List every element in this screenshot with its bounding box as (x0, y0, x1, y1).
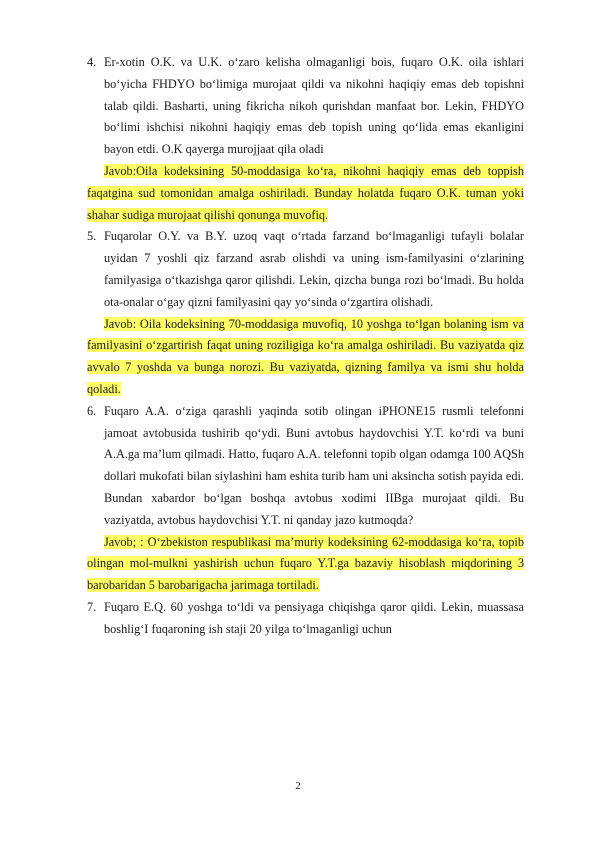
question-number: 6. (87, 403, 97, 418)
watermark-mark (39, 136, 93, 190)
answer-text: Javob; : O‘zbekiston respublikasi ma’muriy kodeksining 62-moddasiga ko‘ra, topib olingan mol-mulkni yashirish uchun fuqaro Y.T.ga bazaviy hisoblash miqdorining 3 barobaridan 5 barobarigacha jarimaga tortiladi. (87, 534, 524, 593)
question-text: Fuqarolar O.Y. va B.Y. uzoq vaqt o‘rtada farzand bo‘lmaganligi tufayli bolalar uyidan 7 yoshli qiz farzand asrab olishdi va uning ism-familyasini o‘zlarining familyasiga o‘tkazishga qaror qilishdi. Lekin, qizcha bunga rozi bo‘lmadi. Bu holda ota-onalar o‘gay qizni familyasini qay yo‘sinda o‘zgartira olishadi. (104, 229, 524, 309)
question-number: 5. (87, 229, 97, 244)
document-body (87, 52, 524, 641)
question-item (87, 226, 524, 313)
question-item (87, 597, 524, 641)
question-item (87, 401, 524, 532)
question-text: Fuqaro A.A. o‘ziga qarashli yaqinda sotib olingan iPHONE15 rusmli telefonni jamoat avtobusida tushirib qo‘ydi. Buni avtobus haydovchisi Y.T. ko‘rdi va buni A.A.ga ma’lum qilmadi. Hatto, fuqaro A.A. telefonni topib olgan odamga 100 AQSh dollari mukofati bilan siylashini ham eshita turib ham uni aksincha sotish payida edi. Bundan xabardor bo‘lgan boshqa avtobus xodimi IIBga murojaat qildi. Bu vaziyatda, avtobus haydovchisi Y.T. ni qanday jazo kutmoqda? (104, 403, 524, 527)
question-text: Er-xotin O.K. va U.K. o‘zaro kelisha olmaganligi bois, fuqaro O.K. oila ishlari bo‘yicha FHDYO bo‘limiga murojaat qildi va nikohni haqiqiy emas deb topishni talab qildi. Basharti, uning fikricha nikoh qurishdan manfaat bor. Lekin, FHDYO bo‘limi ishchisi nikohni haqiqiy emas deb topish uning qo‘lida emas ekanligini bayon etdi. O.K qayerga murojjaat qila oladi (104, 55, 524, 157)
answer-block (87, 532, 524, 597)
question-text: Fuqaro E.Q. 60 yoshga to‘ldi va pensiyaga chiqishga qaror qildi. Lekin, muassasa boshlig‘I fuqaroning ish staji 20 yilga to‘lmaganligi uchun (104, 599, 524, 636)
question-item (87, 52, 524, 161)
question-number: 4. (87, 55, 97, 69)
question-number: 7. (87, 599, 97, 614)
answer-text: Javob: Oila kodeksining 70-moddasiga muvofiq, 10 yoshga to‘lgan bolaning ism va familyasini o‘zgartirish faqat uning roziligiga ko‘ra amalga oshiriladi. Bu vaziyatda qiz avvalo 7 yoshda va bunga norozi. Bu vaziyatda, qizning familya va ismi shu holda qoladi. (87, 316, 524, 396)
page-number: 2 (295, 780, 301, 792)
answer-block (87, 161, 524, 226)
answer-text: Javob:Oila kodeksining 50-moddasiga ko‘ra, nikohni haqiqiy emas deb toppish faqatgina sud tomonidan amalga oshiriladi. Bunday holatda fuqaro O.K. tuman yoki shahar sudiga murojaat qilishi qonunga muvofiq. (87, 163, 524, 222)
answer-block (87, 314, 524, 401)
